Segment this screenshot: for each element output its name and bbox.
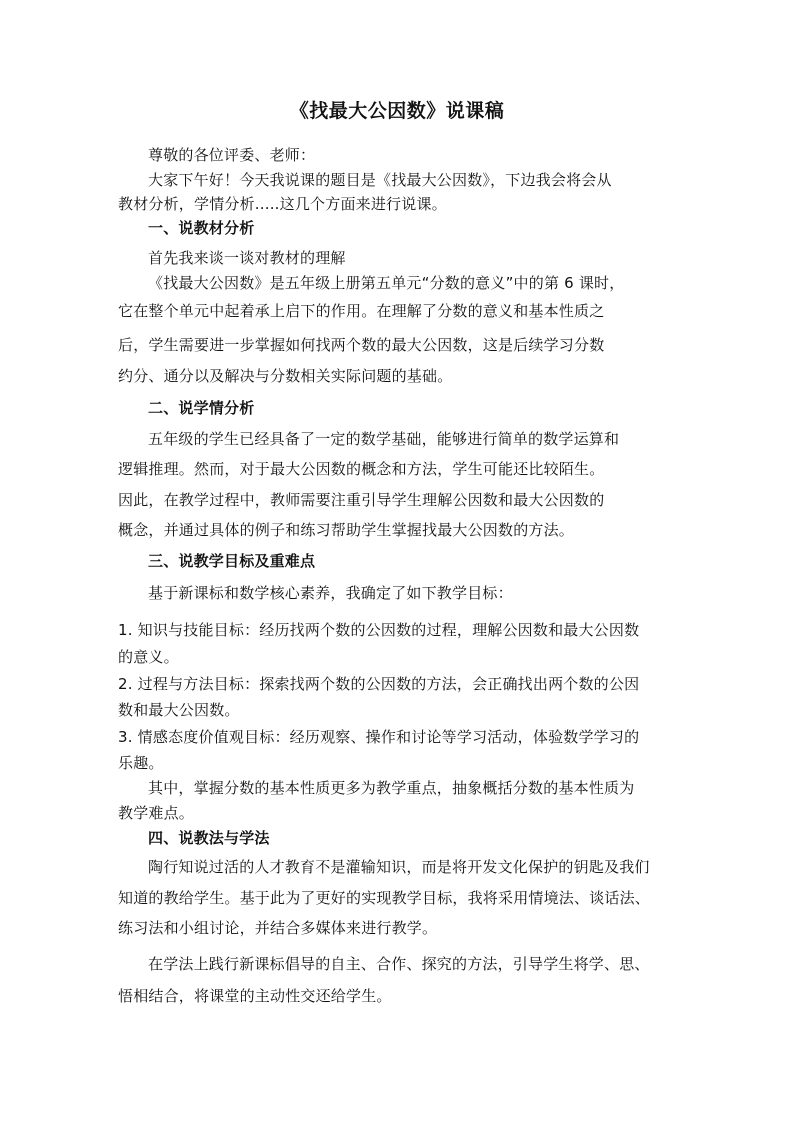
paragraph-line: 因此，在教学过程中，教师需要注重引导学生理解公因数和最大公因数的 [118,491,605,509]
paragraph-line: 乐趣。 [118,754,164,772]
paragraph-line: 后，学生需要进一步掌握如何找两个数的最大公因数，这是后续学习分数 [118,336,605,354]
paragraph-line: 悟相结合，将课堂的主动性交还给学生。 [118,987,392,1005]
paragraph-line: 基于新课标和数学核心素养，我确定了如下教学目标： [148,584,513,602]
paragraph-line: 教材分析，学情分析.....这几个方面来进行说课。 [118,195,447,213]
paragraph-line: 大家下午好！今天我说课的题目是《找最大公因数》，下边我会将会从 [148,171,612,189]
paragraph-line: 约分、通分以及解决与分数相关实际问题的基础。 [118,367,453,385]
paragraph-line: 1. 知识与技能目标：经历找两个数的公因数的过程，理解公因数和最大公因数 [118,621,640,639]
paragraph-line: 3. 情感态度价值观目标：经历观察、操作和讨论等学习活动，体验数学学习的 [118,728,640,746]
paragraph-line: 练习法和小组讨论，并结合多媒体来进行教学。 [118,919,438,937]
paragraph-line: 2. 过程与方法目标：探索找两个数的公因数的方法，会正确找出两个数的公因 [118,675,640,693]
paragraph-line: 它在整个单元中起着承上启下的作用。在理解了分数的意义和基本性质之 [118,302,605,320]
paragraph-line: 陶行知说过活的人才教育不是灌输知识，而是将开发文化保护的钥匙及我们 [148,858,650,876]
paragraph-line: 五年级的学生已经具备了一定的数学基础，能够进行简单的数学运算和 [148,430,620,448]
paragraph-line: 知道的教给学生。基于此为了更好的实现教学目标，我将采用情境法、谈话法、 [118,889,651,907]
section-heading: 四、说教法与学法 [148,829,270,847]
paragraph-line: 逻辑推理。然而，对于最大公因数的概念和方法，学生可能还比较陌生。 [118,460,605,478]
paragraph-line: 教学难点。 [118,804,195,822]
paragraph-line: 首先我来谈一谈对教材的理解 [148,249,346,267]
paragraph-line: 尊敬的各位评委、老师： [148,146,316,164]
paragraph-line: 其中，掌握分数的基本性质更多为教学重点，抽象概括分数的基本性质为 [148,779,635,797]
document-title: 《找最大公因数》说课稿 [289,100,505,122]
section-heading: 三、说教学目标及重难点 [148,552,316,570]
paragraph-line: 的意义。 [118,648,179,666]
section-heading: 一、说教材分析 [148,219,255,237]
paragraph-line: 概念，并通过具体的例子和练习帮助学生掌握找最大公因数的方法。 [118,521,575,539]
section-heading: 二、说学情分析 [148,399,255,417]
paragraph-line: 《找最大公因数》是五年级上册第五单元“分数的意义”中的第 6 课时， [148,274,625,292]
paragraph-line: 在学法上践行新课标倡导的自主、合作、探究的方法，引导学生将学、思、 [148,955,650,973]
paragraph-line: 数和最大公因数。 [118,701,240,719]
